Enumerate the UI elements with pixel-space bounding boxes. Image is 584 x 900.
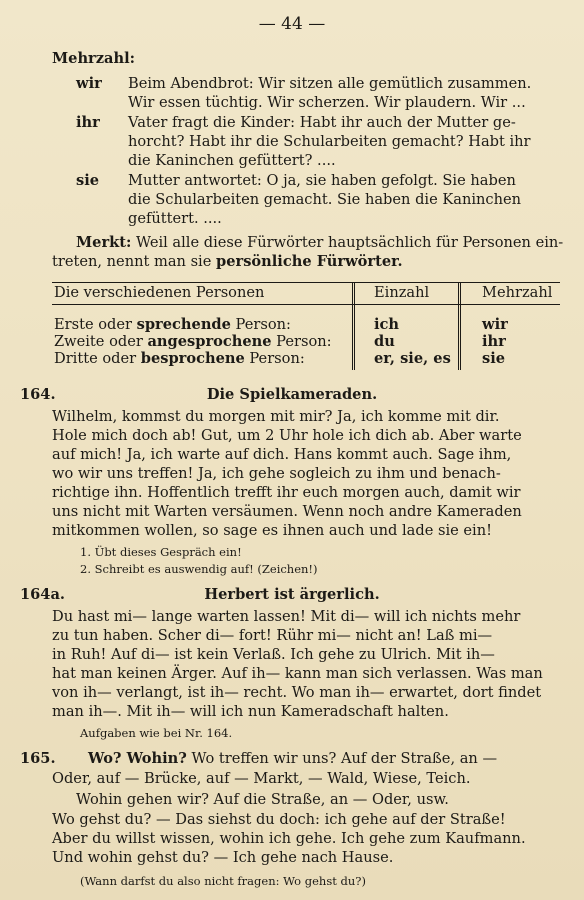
text-line: Wilhelm, kommst du morgen mit mir? Ja, ich komme mit dir.	[52, 408, 500, 425]
section-number: 164.	[20, 386, 56, 403]
row-text: Dritte oder	[54, 350, 141, 367]
row-term: angesprochene	[147, 333, 272, 350]
merkt-label: Merkt:	[76, 234, 132, 251]
row-text: Person:	[271, 333, 332, 350]
text-line: horcht? Habt ihr die Schularbeiten gemacht? Habt ihr	[128, 133, 531, 150]
text-line: Aber du willst wissen, wohin ich gehe. Ich gehe zum Kaufmann.	[52, 830, 526, 847]
row-term: besprochene	[140, 350, 245, 367]
merkt-line-2	[52, 253, 403, 271]
page-number: — 44 —	[258, 14, 326, 34]
task-item: Aufgaben wie bei Nr. 164.	[80, 726, 233, 740]
task-item: 2. Schreibt es auswendig auf! (Zeichen!)	[80, 562, 318, 576]
merkt-term: persönliche Fürwörter.	[216, 253, 403, 270]
row-text: Zweite oder	[54, 333, 148, 350]
row-text: Erste oder	[54, 316, 137, 333]
table-row-label	[54, 333, 332, 351]
text-line: mitkommen wollen, so sage es ihnen auch und lade sie ein!	[52, 522, 492, 539]
text-line: Mutter antwortet: O ja, sie haben gefolgt. Sie haben	[128, 172, 516, 189]
text-line: Und wohin gehst du? — Ich gehe nach Hause.	[52, 849, 394, 866]
text-line: die Kaninchen gefüttert? ....	[128, 152, 336, 169]
table-cell-einzahl: du	[374, 333, 395, 350]
text-line-rest: Wo treffen wir uns? Auf der Straße, an —	[186, 750, 498, 767]
text-line: in Ruh! Auf di— ist kein Verlaß. Ich gehe zu Ulrich. Mit ih—	[52, 646, 495, 663]
text-line: Vater fragt die Kinder: Habt ihr auch der Mutter ge-	[128, 114, 516, 131]
table-row-label	[54, 316, 291, 334]
text-line: gefüttert. ....	[128, 210, 222, 227]
text-line: man ih—. Mit ih— will ich nun Kameradschaft halten.	[52, 703, 449, 720]
table-row-label	[54, 350, 305, 368]
pronoun-sie: sie	[76, 172, 100, 189]
table-header-einzahl: Einzahl	[374, 284, 430, 301]
task-item: 1. Übt dieses Gespräch ein!	[80, 545, 242, 559]
table-cell-mehrzahl: ihr	[482, 333, 506, 350]
mehrzahl-heading: Mehrzahl:	[52, 50, 136, 67]
question-words: Wo? Wohin?	[88, 750, 187, 767]
section-number: 164a.	[20, 586, 65, 603]
table-divider	[352, 282, 355, 370]
table-divider	[458, 282, 461, 370]
text-line: die Schularbeiten gemacht. Sie haben die Kaninchen	[128, 191, 522, 208]
table-cell-mehrzahl: wir	[482, 316, 508, 333]
text-line: uns nicht mit Warten versäumen. Wenn noch andre Kameraden	[52, 503, 522, 520]
row-text: Person:	[244, 350, 305, 367]
merkt-text: Weil alle diese Fürwörter hauptsächlich für Personen ein-	[136, 234, 564, 251]
table-header-mehrzahl: Mehrzahl	[482, 284, 553, 301]
pronoun-wir: wir	[76, 75, 102, 92]
row-text: Person:	[230, 316, 291, 333]
persons-table	[52, 282, 560, 370]
merkt-text-2: treten, nennt man sie	[52, 253, 217, 270]
pronoun-ihr: ihr	[76, 114, 100, 131]
text-line: hat man keinen Ärger. Auf ih— kann man sich verlassen. Was man	[52, 665, 543, 682]
text-line: Wohin gehen wir? Auf die Straße, an — Oder, usw.	[76, 791, 449, 808]
note: (Wann darfst du also nicht fragen: Wo gehst du?)	[80, 874, 366, 888]
text-line	[88, 750, 497, 768]
text-line: Wo gehst du? — Das siehst du doch: ich gehe auf der Straße!	[52, 811, 506, 828]
table-top-rule	[52, 282, 560, 283]
text-line: Oder, auf — Brücke, auf — Markt, — Wald, Wiese, Teich.	[52, 770, 471, 787]
table-header-persons: Die verschiedenen Personen	[54, 284, 265, 301]
section-number: 165.	[20, 750, 56, 767]
merkt-line-1	[76, 234, 563, 252]
table-cell-einzahl: er, sie, es	[374, 350, 451, 367]
table-cell-mehrzahl: sie	[482, 350, 506, 367]
text-line: Wir essen tüchtig. Wir scherzen. Wir plaudern. Wir ...	[128, 94, 526, 111]
text-line: zu tun haben. Scher di— fort! Rühr mi— nicht an! Laß mi—	[52, 627, 493, 644]
text-line: richtige ihn. Hoffentlich trefft ihr euch morgen auch, damit wir	[52, 484, 521, 501]
table-cell-einzahl: ich	[374, 316, 400, 333]
text-line: auf mich! Ja, ich warte auf dich. Hans kommt auch. Sage ihm,	[52, 446, 512, 463]
text-line: Du hast mi— lange warten lassen! Mit di— will ich nichts mehr	[52, 608, 521, 625]
table-header-rule	[52, 304, 560, 305]
section-title: Herbert ist ärgerlich.	[204, 586, 380, 603]
section-title: Die Spielkameraden.	[206, 386, 378, 403]
text-line: Hole mich doch ab! Gut, um 2 Uhr hole ich dich ab. Aber warte	[52, 427, 522, 444]
row-term: sprechende	[136, 316, 231, 333]
text-line: Beim Abendbrot: Wir sitzen alle gemütlich zusammen.	[128, 75, 532, 92]
text-line: wo wir uns treffen! Ja, ich gehe sogleich zu ihm und benach-	[52, 465, 501, 482]
text-line: von ih— verlangt, ist ih— recht. Wo man ih— erwartet, dort findet	[52, 684, 542, 701]
